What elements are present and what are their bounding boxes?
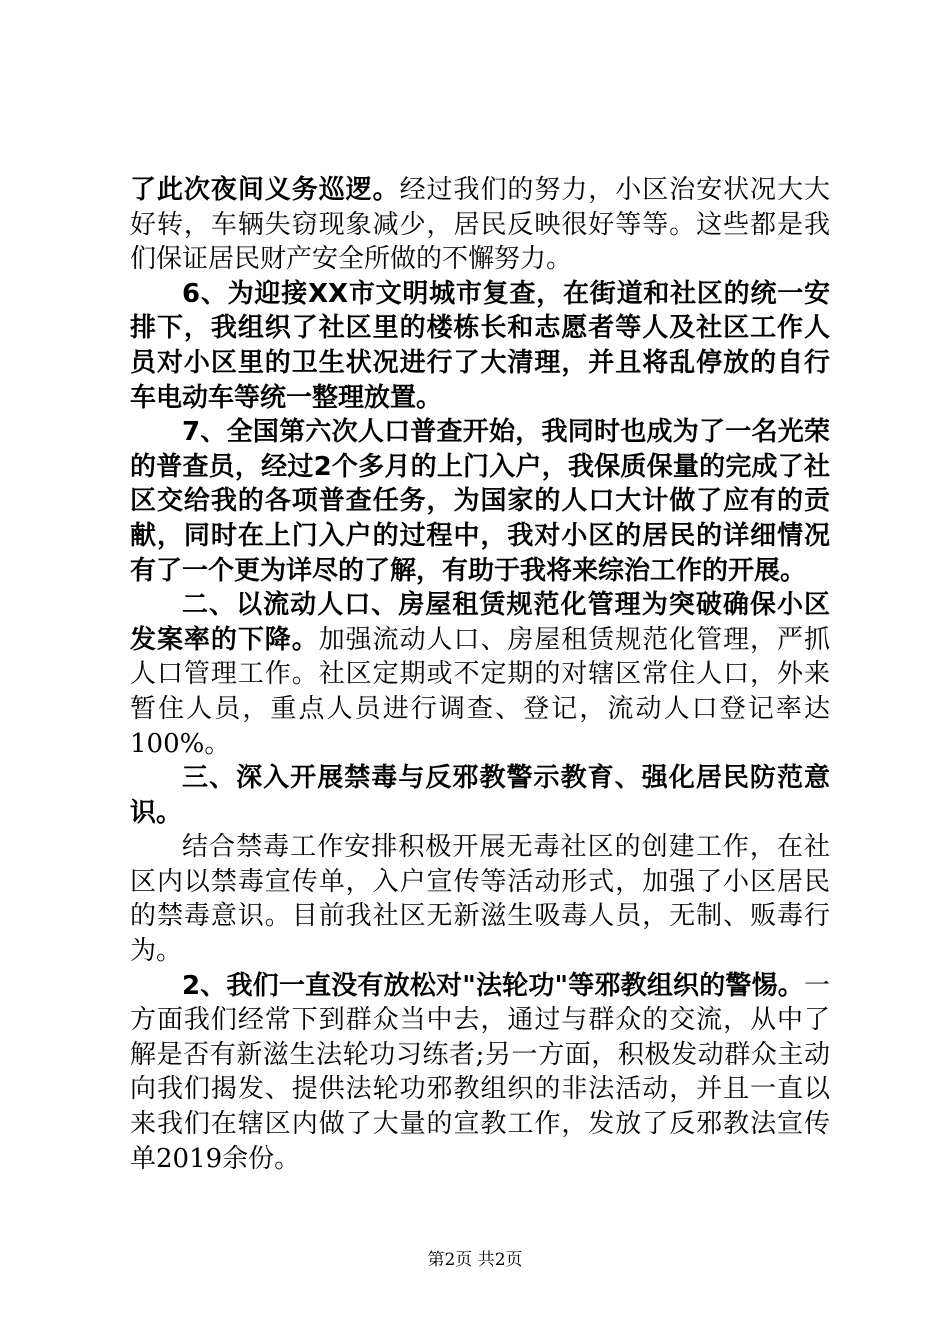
page-footer: 第2页 共2页: [427, 1250, 523, 1270]
paragraph-section-3: [130, 761, 830, 830]
paragraph-text: 一方面我们经常下到群众当中去，通过与群众的交流，从中了解是否有新滋生法轮功习练者;另一方面，积极发动群众主动向我们揭发、提供法轮功邪教组织的非法活动，并且一直以来我们在辖区内做了大量的宣教工作，发放了反邪教法宣传单2019余份。: [130, 970, 830, 1174]
paragraph-bold-lead: 了此次夜间义务巡逻。: [130, 175, 400, 205]
paragraph-anti-drug: [130, 830, 830, 968]
paragraph-item-2: [130, 969, 830, 1177]
paragraph-bold-lead: 二、以流动人口、房屋租赁规范化管理为突破确保小区发案率的下降。: [130, 590, 830, 655]
paragraph-item-6: [130, 277, 830, 415]
paragraph-item-7: [130, 415, 830, 588]
paragraph-bold-lead: 6、为迎接XX市文明城市复查，在街道和社区的统一安排下，我组织了社区里的楼栋长和志愿者等人及社区工作人员对小区里的卫生状况进行了大清理，并且将乱停放的自行车电动车等统一整理放置。: [130, 278, 830, 413]
paragraph-text: 结合禁毒工作安排积极开展无毒社区的创建工作，在社区内以禁毒宣传单，入户宣传等活动形式，加强了小区居民的禁毒意识。目前我社区无新滋生吸毒人员，无制、贩毒行为。: [130, 832, 830, 967]
paragraph-bold-lead: 7、全国第六次人口普查开始，我同时也成为了一名光荣的普查员，经过2个多月的上门入户，我保质保量的完成了社区交给我的各项普查任务，为国家的人口大计做了应有的贡献，同时在上门入户的过程中，我对小区的居民的详细情况有了一个更为详尽的了解，有助于我将来综治工作的开展。: [130, 417, 830, 586]
document-body: [130, 173, 830, 1176]
paragraph-patrol-result: [130, 173, 830, 277]
paragraph-text: 加强流动人口、房屋租赁规范化管理，严抓人口管理工作。社区定期或不定期的对辖区常住人口，外来暂住人员，重点人员进行调查、登记，流动人口登记率达100%。: [130, 624, 830, 759]
paragraph-bold-lead: 三、深入开展禁毒与反邪教警示教育、强化居民防范意识。: [130, 763, 830, 828]
paragraph-bold-lead: 2、我们一直没有放松对"法轮功"等邪教组织的警惕。: [182, 970, 804, 1001]
paragraph-text: 经过我们的努力，小区治安状况大大好转，车辆失窃现象减少，居民反映很好等等。这些都是我们保证居民财产安全所做的不懈努力。: [130, 175, 830, 275]
paragraph-section-2: [130, 588, 830, 761]
